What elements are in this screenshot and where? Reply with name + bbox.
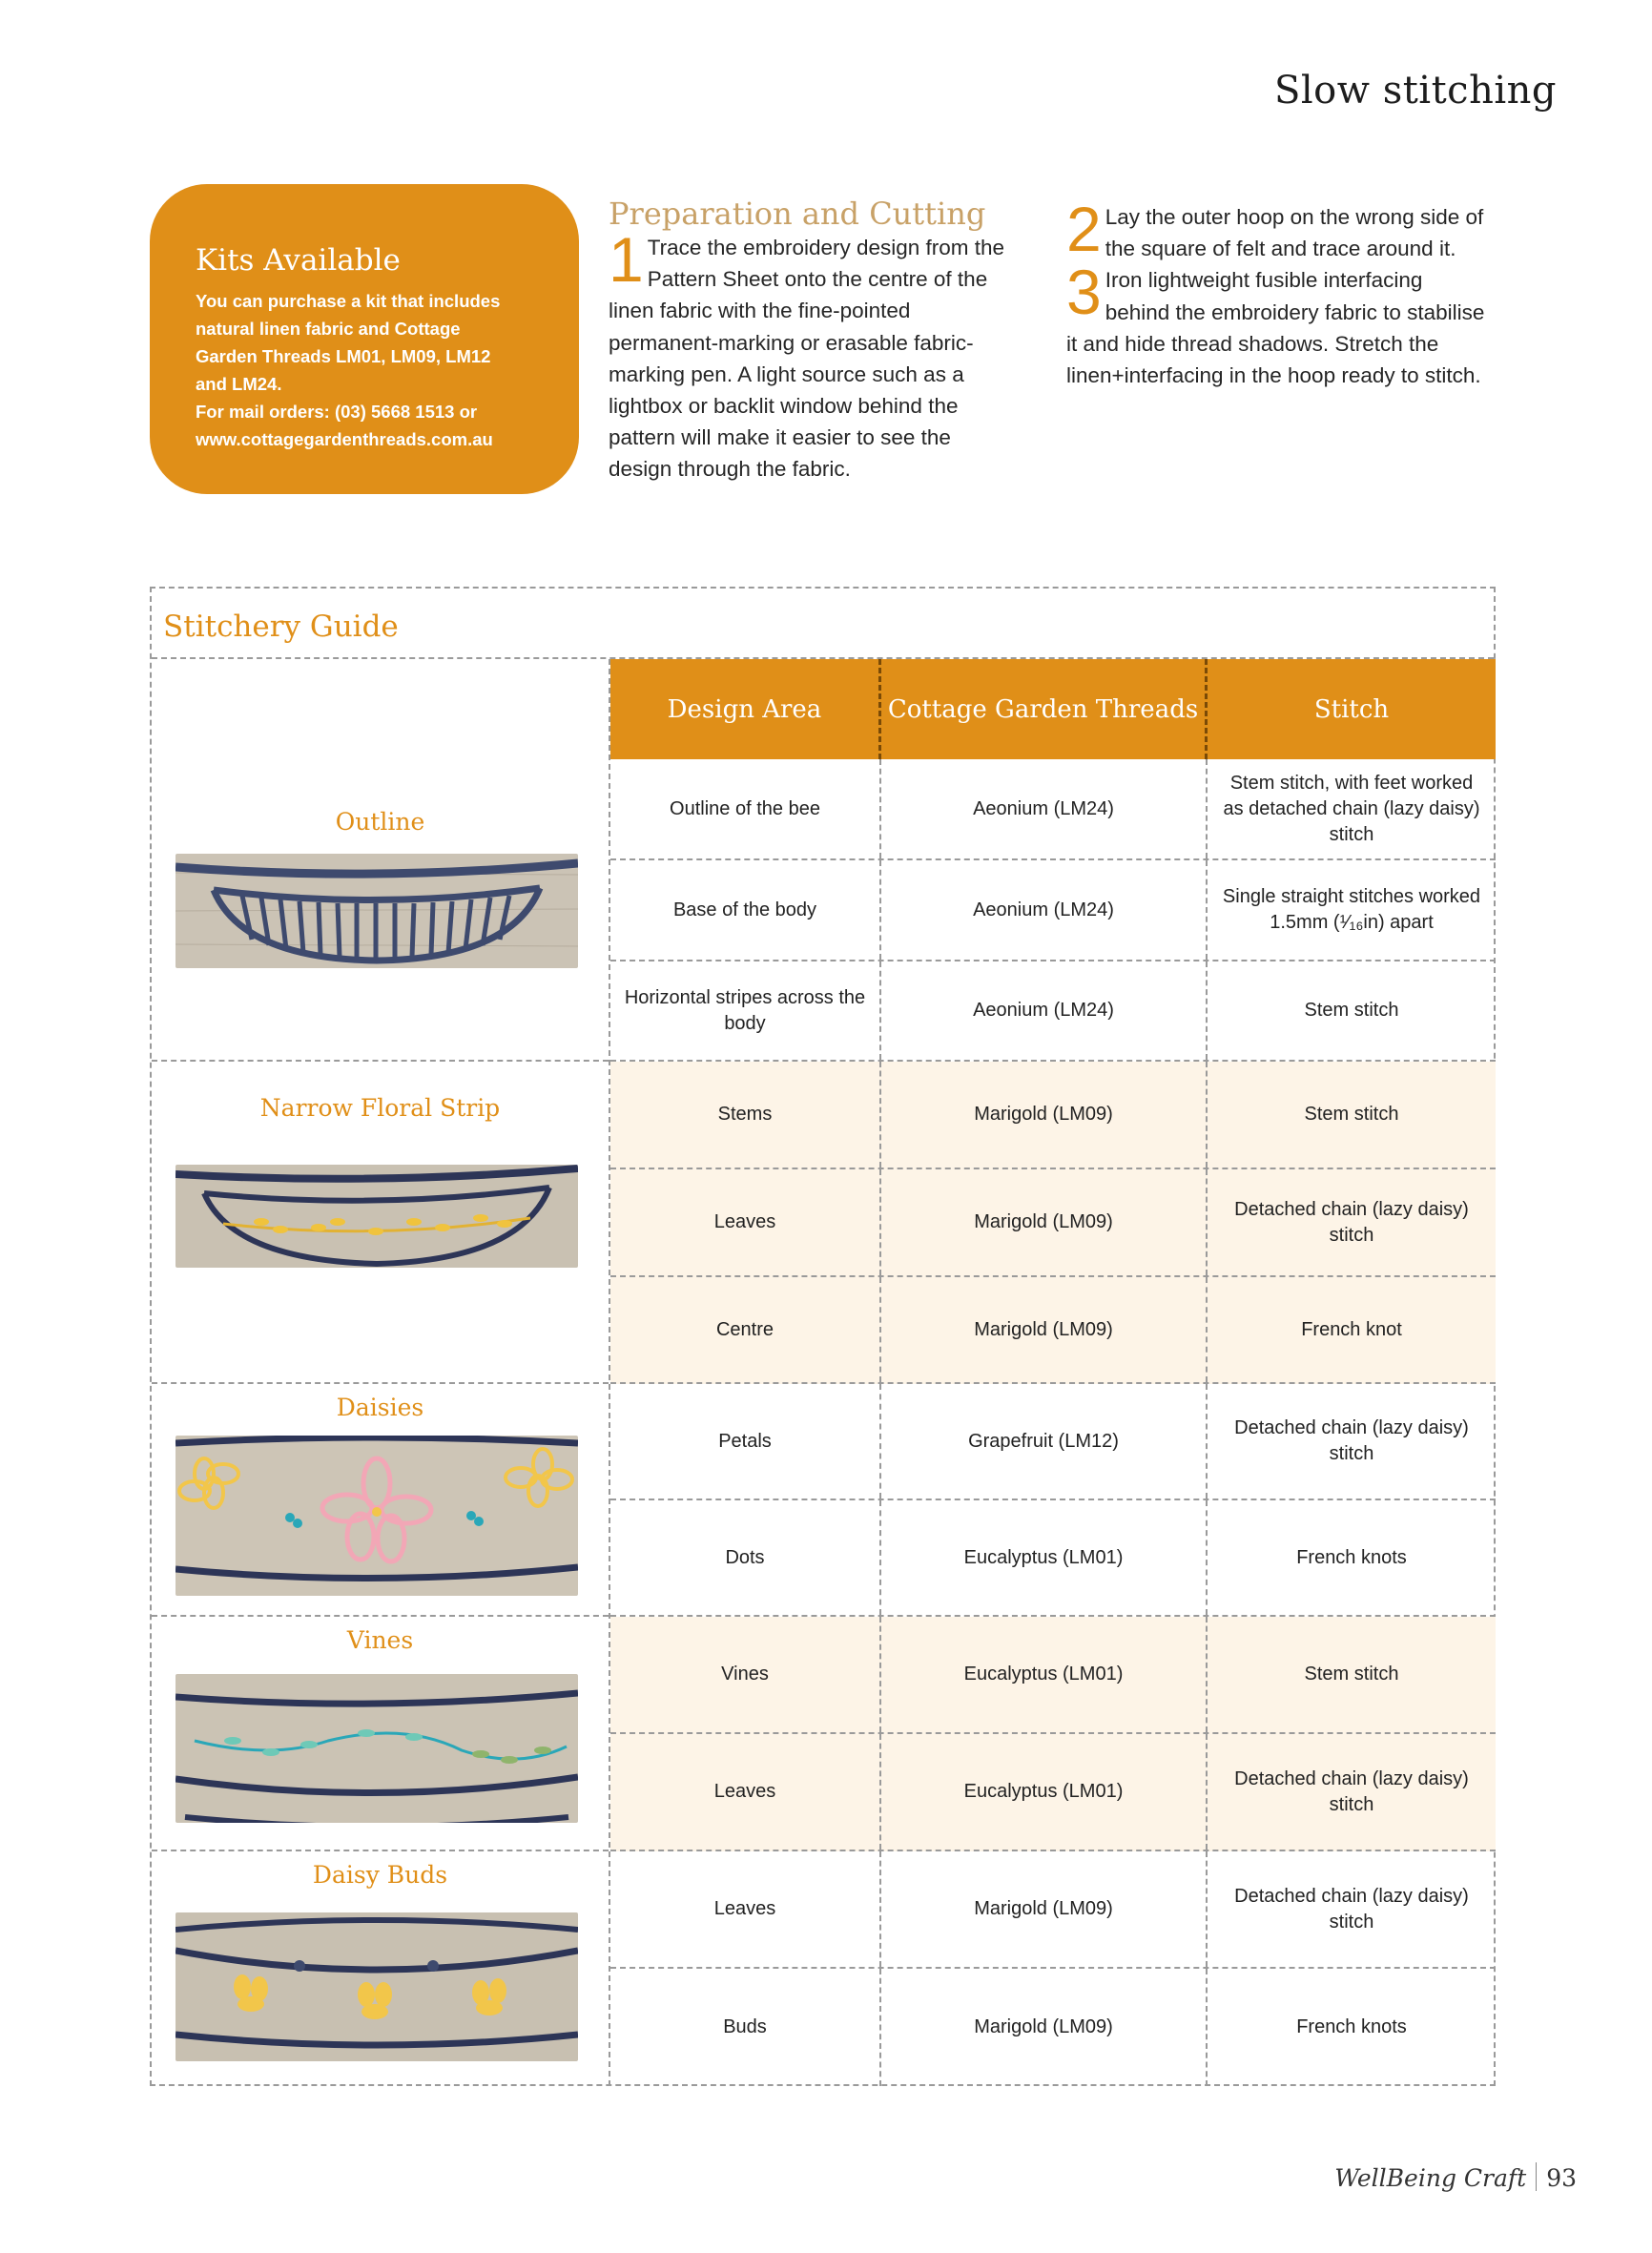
page-footer: [1334, 2162, 1577, 2192]
stitch-cell: Detached chain (lazy daisy) stitch: [1234, 1198, 1469, 1246]
table-row: [610, 1851, 1496, 1969]
design-area-cell: Centre: [610, 1277, 881, 1382]
prep-title: Preparation and Cutting: [609, 196, 986, 232]
thread-cell: Marigold (LM09): [881, 1062, 1208, 1168]
design-groups-column: [152, 659, 610, 2086]
group-daisy-buds: [152, 1851, 609, 2086]
guide-title-row: [152, 589, 1494, 659]
design-area-cell: Outline of the bee: [610, 759, 881, 858]
thread-cell: Eucalyptus (LM01): [881, 1734, 1208, 1850]
table-row: [610, 1969, 1496, 2086]
table-row: [610, 1500, 1496, 1617]
table-row: [610, 1384, 1496, 1500]
design-area-cell: Petals: [610, 1384, 881, 1499]
magazine-name: WellBeing Craft: [1334, 2164, 1527, 2192]
column-header: Design Area: [610, 659, 881, 759]
kits-body: [196, 287, 541, 453]
step-text: Iron lightweight fusible interfacing behind the embroidery fabric to stabilise it and hide thread shadows. Stretch the linen+interfacing in the hoop ready to stitch.: [1066, 268, 1485, 388]
table-row: [610, 961, 1496, 1062]
thread-cell: Grapefruit (LM12): [881, 1384, 1208, 1499]
stitch-cell: Stem stitch: [1304, 1664, 1399, 1685]
design-area-cell: Buds: [610, 1969, 881, 2086]
design-area-cell: Stems: [610, 1062, 881, 1168]
table-row: [610, 759, 1496, 860]
column-header: Cottage Garden Threads: [881, 659, 1208, 759]
stitch-cell: Stem stitch, with feet worked as detached chain (lazy daisy) stitch: [1223, 772, 1480, 845]
table-row: [610, 1169, 1496, 1277]
table-row: [610, 860, 1496, 961]
step-2: [1066, 194, 1486, 264]
kits-title: Kits Available: [196, 243, 401, 278]
daisies-embroidery-photo: [176, 1436, 578, 1596]
table-row: [610, 1277, 1496, 1384]
step-1: [609, 224, 1019, 486]
kits-line: You can purchase a kit that includes: [196, 291, 501, 311]
daisy-buds-embroidery-photo: [176, 1912, 578, 2061]
table-row: [610, 1734, 1496, 1851]
group-label: Daisies: [336, 1394, 424, 1421]
design-area-cell: Leaves: [610, 1169, 881, 1275]
kits-line: natural linen fabric and Cottage: [196, 319, 461, 339]
stitch-cell: Detached chain (lazy daisy) stitch: [1234, 1417, 1469, 1464]
step-number: 3: [1066, 257, 1102, 328]
table-header: [610, 659, 1496, 759]
step-number: 2: [1066, 194, 1102, 264]
vines-embroidery-photo: [176, 1674, 578, 1823]
column-header: Stitch: [1313, 694, 1390, 724]
page-number: 93: [1546, 2164, 1577, 2192]
thread-cell: Marigold (LM09): [881, 1851, 1208, 1967]
kits-line: Garden Threads LM01, LM09, LM12: [196, 346, 491, 366]
thread-cell: Eucalyptus (LM01): [881, 1617, 1208, 1732]
prep-column-1: [609, 196, 1019, 486]
design-area-cell: Dots: [610, 1500, 881, 1615]
group-label: Daisy Buds: [312, 1861, 448, 1889]
stitch-cell: French knots: [1296, 2016, 1407, 2037]
thread-cell: Marigold (LM09): [881, 1277, 1208, 1382]
step-number: 1: [609, 224, 644, 295]
stitch-cell: Stem stitch: [1304, 1000, 1399, 1021]
group-vines: [152, 1617, 609, 1851]
guide-title: Stitchery Guide: [163, 610, 399, 644]
group-label: Outline: [335, 808, 425, 836]
thread-cell: Eucalyptus (LM01): [881, 1500, 1208, 1615]
thread-cell: Marigold (LM09): [881, 1169, 1208, 1275]
step-3: [1066, 257, 1486, 391]
design-area-cell: Vines: [610, 1617, 881, 1732]
thread-cell: Aeonium (LM24): [881, 860, 1208, 960]
stitchery-guide: [150, 587, 1496, 2086]
step-text: Trace the embroidery design from the Pattern Sheet onto the centre of the linen fabric with the fine-pointed permanent-marking or erasable fabric-marking pen. A light source such as a lightbox or backlit window behind the pattern will make it easier to see the design through the fabric.: [609, 236, 1005, 482]
group-narrow-floral-strip: [152, 1062, 609, 1384]
group-outline: [152, 659, 609, 1062]
design-area-cell: Horizontal stripes across the body: [610, 961, 881, 1060]
stitch-cell: Detached chain (lazy daisy) stitch: [1234, 1885, 1469, 1933]
group-label: Vines: [346, 1626, 414, 1654]
kits-website: www.cottagegardenthreads.com.au: [196, 429, 493, 449]
thread-cell: Marigold (LM09): [881, 1969, 1208, 2086]
design-area-cell: Base of the body: [610, 860, 881, 960]
group-label: Narrow Floral Strip: [259, 1094, 501, 1122]
stitch-cell: Stem stitch: [1304, 1104, 1399, 1125]
thread-cell: Aeonium (LM24): [881, 759, 1208, 858]
design-area-cell: Leaves: [610, 1851, 881, 1967]
footer-divider: [1536, 2162, 1537, 2191]
prep-column-2: [1066, 194, 1486, 391]
stitch-cell: French knots: [1296, 1546, 1407, 1568]
stitch-cell: French knot: [1301, 1318, 1402, 1340]
step-text: Lay the outer hoop on the wrong side of the square of felt and trace around it.: [1105, 205, 1484, 261]
table-row: [610, 1617, 1496, 1734]
kits-line: For mail orders: (03) 5668 1513 or: [196, 402, 478, 422]
table-row: [610, 1062, 1496, 1169]
outline-embroidery-photo: [176, 854, 578, 968]
section-header: Slow stitching: [1273, 69, 1557, 113]
design-area-cell: Leaves: [610, 1734, 881, 1850]
stitch-cell: Detached chain (lazy daisy) stitch: [1234, 1767, 1469, 1815]
kits-line: and LM24.: [196, 374, 282, 394]
thread-cell: Aeonium (LM24): [881, 961, 1208, 1060]
stitch-cell: Single straight stitches worked 1.5mm (¹⁄₁₆in) apart: [1222, 886, 1481, 933]
group-daisies: [152, 1384, 609, 1617]
kits-available-box: [150, 184, 579, 494]
floral-strip-embroidery-photo: [176, 1165, 578, 1268]
